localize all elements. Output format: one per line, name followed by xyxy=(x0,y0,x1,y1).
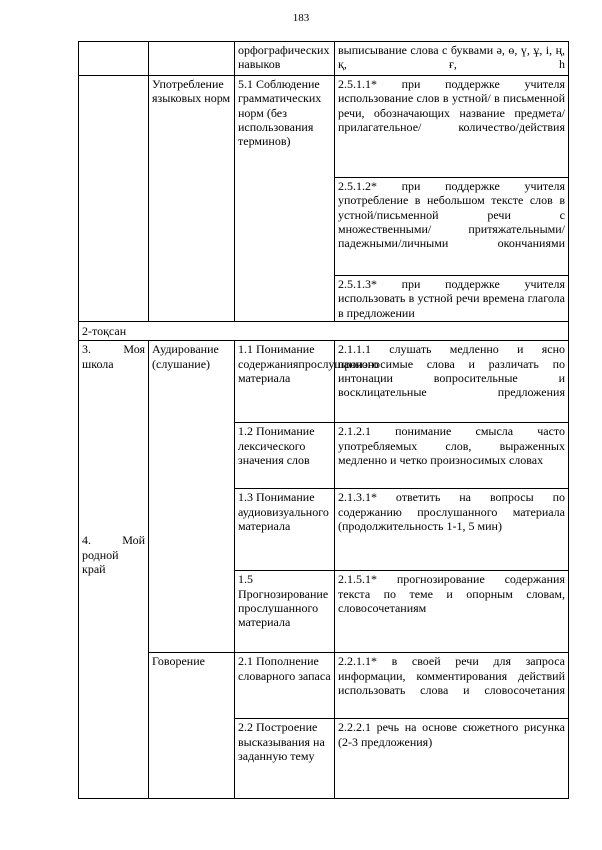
table-row xyxy=(79,76,569,178)
objective-cell: 2.5.1.1* при поддержке учителя использование слов в устной/ в письменной речи, обозначающих название предмета/ прилагательное/ количество/действия xyxy=(335,76,569,178)
subskill-cell: орфографических навыков xyxy=(235,42,335,76)
objective-cell: 2.1.5.1* прогнозирование содержания текста по теме и опорным словам, словосочетаниям xyxy=(335,571,569,653)
subskill-cell: 5.1 Соблюдение грамматических норм (без использования терминов) xyxy=(235,76,335,322)
skill-cell: Употребление языковых норм xyxy=(149,76,235,322)
subskill-cell: 1.3 Понимание аудиовизуального материала xyxy=(235,489,335,571)
theme-cell xyxy=(79,341,149,799)
objective-cell: 2.2.1.1* в своей речи для запроса информации, комментирования действий использовать слова и словосочетания xyxy=(335,653,569,719)
objective-cell: 2.1.1.1 слушать медленно и ясно произносимые слова и различать по интонации вопросительные и восклицательные предложения xyxy=(335,341,569,423)
subskill-cell: 1.1 Понимание содержанияпрослушанного материала xyxy=(235,341,335,423)
theme-2: 4. Мой родной край xyxy=(82,533,145,576)
subskill-cell: 1.5 Прогнозирование прослушанного материала xyxy=(235,571,335,653)
skill-cell: Аудирование (слушание) xyxy=(149,341,235,653)
theme-1: 3. Моя школа xyxy=(82,342,145,371)
objective-cell: 2.1.2.1 понимание смысла часто употребляемых слов, выраженных медленно и четко произносимых словах xyxy=(335,423,569,489)
skill-cell xyxy=(149,42,235,76)
curriculum-table-wrapper xyxy=(78,41,568,799)
subskill-cell: 2.2 Построение высказывания на заданную тему xyxy=(235,719,335,799)
subskill-cell: 1.2 Понимание лексического значения слов xyxy=(235,423,335,489)
subskill-cell: 2.1 Пополнение словарного запаса xyxy=(235,653,335,719)
table-row xyxy=(79,341,569,423)
theme-cell xyxy=(79,76,149,322)
quarter-row xyxy=(79,322,569,341)
objective-cell: выписывание слова с буквами ә, ө, ү, ұ, і, ң, қ, ғ, һ xyxy=(335,42,569,76)
theme-cell xyxy=(79,42,149,76)
objective-cell: 2.5.1.2* при поддержке учителя употребление в небольшом тексте слов в устной/письменной речи с множественными/ притяжательными/падежными/личными окончаниями xyxy=(335,178,569,276)
skill-cell: Говорение xyxy=(149,653,235,799)
table-row xyxy=(79,42,569,76)
objective-cell: 2.5.1.3* при поддержке учителя использовать в устной речи времена глагола в предложении xyxy=(335,276,569,322)
table-row xyxy=(79,653,569,719)
curriculum-table xyxy=(78,41,569,799)
quarter-label: 2-тоқсан xyxy=(79,322,569,341)
objective-cell: 2.1.3.1* ответить на вопросы по содержанию прослушанного материала (продолжительность 1-1, 5 мин) xyxy=(335,489,569,571)
page-number: 183 xyxy=(292,12,310,24)
objective-cell: 2.2.2.1 речь на основе сюжетного рисунка (2-3 предложения) xyxy=(335,719,569,799)
